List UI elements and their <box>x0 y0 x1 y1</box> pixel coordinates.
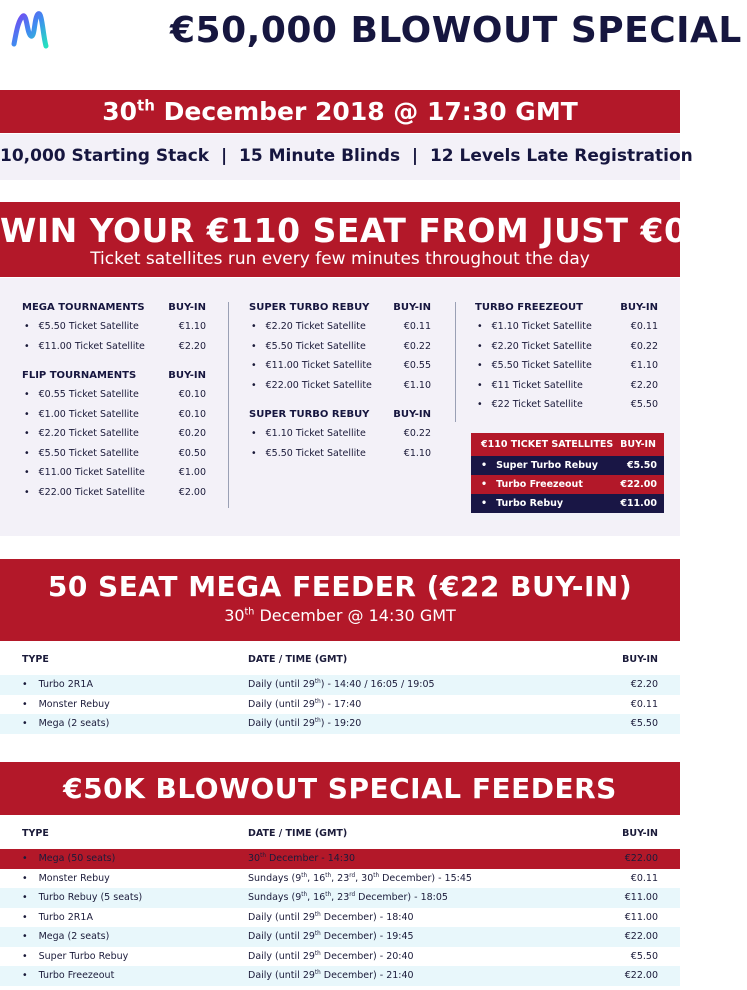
cell-type: • Monster Rebuy <box>22 695 110 715</box>
buyin-label: BUY-IN <box>393 302 431 313</box>
list-item <box>475 337 658 357</box>
item-buyin: €0.10 <box>178 408 206 420</box>
cell-date: Daily (until 29th December) - 20:40 <box>248 950 414 962</box>
item-buyin: €22.00 <box>620 479 657 490</box>
cell-date: Daily (until 29th December) - 18:40 <box>248 911 414 923</box>
item-name: • €2.20 Ticket Satellite <box>249 317 366 337</box>
table-row <box>0 966 680 986</box>
item-name: • €11.00 Ticket Satellite <box>22 463 145 483</box>
cell-date <box>248 695 361 715</box>
brand-logo-icon <box>10 6 50 54</box>
table-header-row <box>0 650 680 670</box>
item-name: • €22.00 Ticket Satellite <box>22 483 145 503</box>
section-label: SUPER TURBO REBUY <box>249 302 370 313</box>
column-header-date: DATE / TIME (GMT) <box>248 654 348 665</box>
list-item <box>475 356 658 376</box>
item-name: • €5.50 Ticket Satellite <box>475 356 592 376</box>
item-name: • €22.00 Ticket Satellite <box>249 376 372 396</box>
cell-buyin: €2.20 <box>630 679 658 690</box>
table-header-row <box>0 824 680 844</box>
item-name: • €2.20 Ticket Satellite <box>22 424 139 444</box>
item-buyin: €1.10 <box>403 447 431 459</box>
flip-tournaments-list <box>22 385 206 502</box>
win-seat-title: WIN YOUR €110 SEAT FROM JUST €0.11 <box>0 211 747 250</box>
column-header-type: TYPE <box>22 654 49 665</box>
satellite-column-1 <box>22 302 206 516</box>
column-header-buyin: BUY-IN <box>622 828 658 839</box>
date-part: Daily (until 29 <box>248 698 315 710</box>
ticket-110-header <box>471 433 664 456</box>
cell-buyin: €5.50 <box>630 950 658 962</box>
column-header-type: TYPE <box>22 828 49 839</box>
item-buyin: €1.10 <box>630 360 658 371</box>
date-suffix: th <box>314 717 321 724</box>
date-part: ) - 17:40 <box>320 698 362 710</box>
item-buyin: €0.10 <box>178 389 206 400</box>
item-name: • Super Turbo Rebuy <box>481 456 598 475</box>
buyin-label: BUY-IN <box>620 302 658 313</box>
table-row <box>0 947 680 967</box>
blowout-feeders-title: €50K BLOWOUT SPECIAL FEEDERS <box>63 772 617 805</box>
date-part: ) - 19:20 <box>320 718 362 729</box>
cell-type: • Mega (2 seats) <box>22 714 109 734</box>
table-row <box>0 695 680 715</box>
list-item <box>475 317 658 337</box>
cell-type: • Turbo 2R1A <box>22 675 93 695</box>
cell-date: 30th December - 14:30 <box>248 852 356 864</box>
satellite-column-3 <box>475 302 658 429</box>
item-buyin: €0.11 <box>630 321 658 332</box>
cell-type: • Mega (2 seats) <box>22 927 109 947</box>
cell-type: • Super Turbo Rebuy <box>22 947 128 967</box>
item-buyin: €5.50 <box>626 460 657 471</box>
date-part: ) - 14:40 / 16:05 / 19:05 <box>320 679 435 690</box>
cell-type: • Turbo Freezeout <box>22 966 114 986</box>
item-buyin: €2.20 <box>178 340 206 352</box>
section-label: SUPER TURBO REBUY <box>249 409 370 420</box>
item-name: • €5.50 Ticket Satellite <box>22 317 139 337</box>
table-row <box>0 714 680 734</box>
item-name: • Turbo Freezeout <box>481 475 583 494</box>
mega-feeder-title: 50 SEAT MEGA FEEDER (€22 BUY-IN) <box>47 570 633 603</box>
item-name: • €0.55 Ticket Satellite <box>22 385 139 405</box>
list-item <box>471 475 664 494</box>
item-buyin: €0.22 <box>403 428 431 439</box>
item-name: • €11.00 Ticket Satellite <box>22 337 145 357</box>
super-turbo-rebuy-header-2 <box>249 409 431 424</box>
cell-buyin: €22.00 <box>624 931 658 942</box>
cell-date: Sundays (9th, 16th, 23rd, 30th December) - 15:45 <box>248 872 472 884</box>
list-item <box>249 317 431 337</box>
item-buyin: €2.00 <box>178 486 206 498</box>
list-item <box>249 376 431 396</box>
date-part: Daily (until 29 <box>248 718 315 729</box>
cell-date <box>248 675 435 695</box>
item-name: • Turbo Rebuy <box>481 494 563 513</box>
cell-buyin: €11.00 <box>624 911 658 923</box>
item-name: • €5.50 Ticket Satellite <box>22 444 139 464</box>
list-item <box>22 337 206 357</box>
section-label: FLIP TOURNAMENTS <box>22 370 137 381</box>
cell-buyin: €22.00 <box>624 970 658 981</box>
item-buyin: €0.22 <box>630 340 658 352</box>
item-buyin: €1.10 <box>178 321 206 332</box>
event-date-suffix: th <box>137 96 155 115</box>
cell-buyin: €0.11 <box>630 698 658 710</box>
item-buyin: €0.50 <box>178 447 206 459</box>
item-name: • €11 Ticket Satellite <box>475 376 583 396</box>
table-row <box>0 908 680 928</box>
item-name: • €1.10 Ticket Satellite <box>249 424 366 444</box>
flip-tournaments-header <box>22 370 206 385</box>
event-date-rest: December 2018 @ 17:30 GMT <box>154 97 578 126</box>
cell-date: Daily (until 29th December) - 21:40 <box>248 969 414 981</box>
table-row <box>0 849 680 869</box>
item-buyin: €5.50 <box>630 399 658 410</box>
cell-buyin: €5.50 <box>630 718 658 729</box>
turbo-freezeout-list <box>475 317 658 415</box>
list-item <box>22 444 206 464</box>
list-item <box>22 385 206 405</box>
super-turbo-rebuy-list <box>249 317 431 395</box>
mega-feeder-subtitle <box>0 606 680 625</box>
list-item <box>471 456 664 475</box>
date-suffix: th <box>314 678 321 685</box>
list-item <box>475 395 658 415</box>
event-date-banner <box>0 90 680 133</box>
cell-buyin: €22.00 <box>624 853 658 864</box>
super-turbo-rebuy-list-2 <box>249 424 431 463</box>
item-buyin: €1.10 <box>403 379 431 391</box>
win-seat-banner <box>0 202 747 277</box>
mega-feeder-table <box>0 650 680 734</box>
buyin-label: BUY-IN <box>620 439 656 450</box>
mega-tournaments-list <box>22 317 206 356</box>
list-item <box>22 483 206 503</box>
list-item <box>471 494 664 513</box>
list-item <box>22 463 206 483</box>
turbo-freezeout-header <box>475 302 658 317</box>
item-name: • €1.10 Ticket Satellite <box>475 317 592 337</box>
item-buyin: €11.00 <box>620 498 657 509</box>
column-header-buyin: BUY-IN <box>622 654 658 665</box>
buyin-label: BUY-IN <box>393 409 431 420</box>
cell-type: • Monster Rebuy <box>22 869 110 889</box>
column-divider <box>228 302 229 508</box>
item-name: • €2.20 Ticket Satellite <box>475 337 592 357</box>
buyin-label: BUY-IN <box>168 302 206 313</box>
blowout-rows <box>0 849 680 986</box>
list-item <box>249 444 431 464</box>
list-item <box>249 337 431 357</box>
blowout-feeders-banner <box>0 762 680 815</box>
list-item <box>22 424 206 444</box>
cell-date <box>248 714 361 734</box>
cell-type: • Mega (50 seats) <box>22 849 115 869</box>
list-item <box>475 376 658 396</box>
table-row <box>0 675 680 695</box>
cell-date: Daily (until 29th December) - 19:45 <box>248 930 414 942</box>
item-buyin: €1.00 <box>178 467 206 478</box>
column-header-date: DATE / TIME (GMT) <box>248 828 348 839</box>
item-name: • €22 Ticket Satellite <box>475 395 583 415</box>
cell-type: • Turbo Rebuy (5 seats) <box>22 888 142 908</box>
mega-feeder-banner <box>0 559 680 641</box>
item-buyin: €0.20 <box>178 428 206 439</box>
blowout-feeders-table <box>0 824 680 986</box>
column-divider <box>455 302 456 422</box>
page-title: €50,000 BLOWOUT SPECIAL <box>170 10 742 51</box>
date-part: Daily (until 29 <box>248 679 315 690</box>
win-seat-subtitle: Ticket satellites run every few minutes throughout the day <box>90 249 590 269</box>
list-item <box>249 424 431 444</box>
item-name: • €1.00 Ticket Satellite <box>22 405 139 425</box>
table-row <box>0 927 680 947</box>
item-buyin: €0.22 <box>403 340 431 352</box>
event-date-day: 30 <box>102 97 138 126</box>
section-label: TURBO FREEZEOUT <box>475 302 583 313</box>
cell-buyin: €11.00 <box>624 892 658 903</box>
cell-date: Sundays (9th, 16th, 23rd December) - 18:05 <box>248 891 448 903</box>
list-item <box>249 356 431 376</box>
cell-type: • Turbo 2R1A <box>22 908 93 928</box>
table-row <box>0 869 680 889</box>
item-buyin: €2.20 <box>630 379 658 391</box>
subtitle-rest: December @ 14:30 GMT <box>254 606 456 625</box>
item-buyin: €0.11 <box>403 321 431 332</box>
item-name: • €5.50 Ticket Satellite <box>249 444 366 464</box>
table-row <box>0 888 680 908</box>
tournament-info-strip: 10,000 Starting Stack | 15 Minute Blinds | 12 Levels Late Registration <box>0 134 680 180</box>
item-name: • €5.50 Ticket Satellite <box>249 337 366 357</box>
item-name: • €11.00 Ticket Satellite <box>249 356 372 376</box>
buyin-label: BUY-IN <box>168 370 206 381</box>
cell-buyin: €0.11 <box>630 872 658 884</box>
item-buyin: €0.55 <box>403 360 431 371</box>
list-item <box>22 405 206 425</box>
section-label: MEGA TOURNAMENTS <box>22 302 145 313</box>
mega-tournaments-header <box>22 302 206 317</box>
list-item <box>22 317 206 337</box>
subtitle-suffix: th <box>244 606 255 618</box>
section-label: €110 TICKET SATELLITES <box>481 439 614 450</box>
subtitle-day: 30 <box>224 606 245 625</box>
super-turbo-rebuy-header <box>249 302 431 317</box>
ticket-110-satellites-box <box>471 433 664 513</box>
satellite-column-2 <box>249 302 431 477</box>
date-suffix: th <box>314 698 321 705</box>
